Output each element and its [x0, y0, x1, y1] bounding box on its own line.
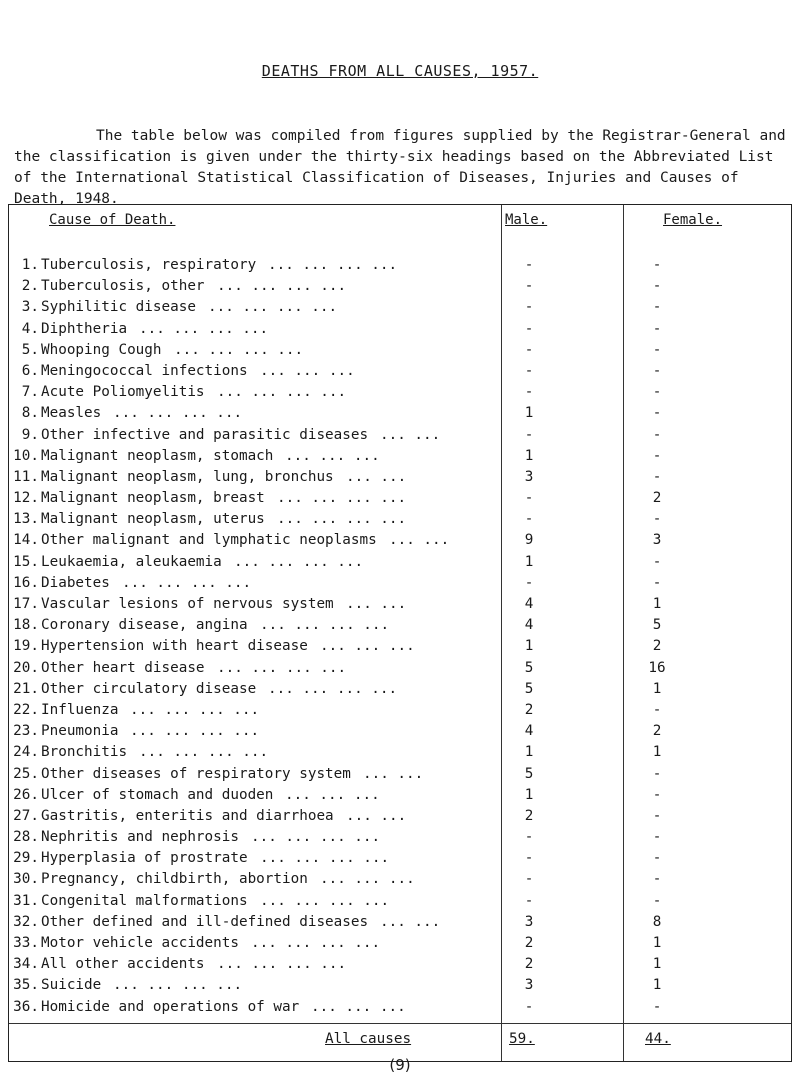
total-female: 44. — [645, 1031, 671, 1047]
leader-dots: ... ... ... ... — [130, 723, 260, 740]
cause-label: Hypertension with heart disease — [41, 638, 308, 655]
table-row — [9, 530, 791, 551]
male-count: - — [524, 341, 534, 358]
male-count: - — [524, 998, 534, 1015]
male-count: 1 — [524, 744, 534, 761]
row-number: 13. — [13, 511, 39, 528]
row-number: 17. — [13, 596, 39, 612]
cause-label: Influenza — [41, 701, 119, 718]
male-count: - — [524, 320, 534, 337]
table-row — [9, 764, 791, 785]
cause-label: Bronchitis — [41, 744, 128, 761]
male-count: - — [524, 511, 534, 528]
cause-label: Vascular lesions of nervous system — [41, 596, 334, 612]
cause-label: Nephritis and nephrosis — [41, 829, 239, 846]
leader-dots: ... ... ... — [320, 638, 415, 655]
table-row — [9, 573, 791, 594]
leader-dots: ... ... ... ... — [113, 405, 243, 422]
female-count: 1 — [652, 935, 662, 951]
row-number: 21. — [13, 680, 39, 697]
leader-dots: ... ... ... ... — [260, 617, 390, 634]
table-row — [9, 658, 791, 679]
cause-label: Diabetes — [41, 574, 110, 591]
male-count: 1 — [524, 786, 534, 803]
table-row — [9, 488, 791, 509]
cause-label: Malignant neoplasm, stomach — [41, 447, 274, 464]
cause-label: Syphilitic disease — [41, 299, 196, 316]
cause-label: Other defined and ill-defined diseases — [41, 913, 369, 930]
leader-dots: ... ... ... ... — [113, 977, 243, 994]
table-row — [9, 615, 791, 636]
female-count: 1 — [652, 680, 662, 697]
table-row — [9, 425, 791, 446]
male-count: 9 — [524, 532, 534, 549]
table-row — [9, 700, 791, 721]
row-number: 10. — [13, 447, 39, 464]
total-row — [9, 1027, 791, 1051]
table-row — [9, 594, 791, 615]
female-count: - — [652, 829, 662, 846]
leader-dots: ... ... ... ... — [251, 829, 381, 846]
leader-dots: ... ... ... ... — [208, 299, 338, 316]
cause-label: Congenital malformations — [41, 892, 248, 909]
table-row — [9, 255, 791, 276]
male-count: 1 — [524, 638, 534, 655]
causes-table — [8, 204, 792, 1062]
row-number: 35. — [13, 977, 39, 994]
leader-dots: ... ... ... ... — [174, 341, 304, 358]
female-count: - — [652, 447, 662, 464]
table-row — [9, 276, 791, 297]
cause-label: Malignant neoplasm, lung, bronchus — [41, 468, 334, 485]
male-count: - — [524, 850, 534, 867]
cause-label: Suicide — [41, 977, 102, 994]
female-count: - — [652, 850, 662, 867]
female-count: - — [652, 701, 662, 718]
leader-dots: ... ... ... ... — [122, 574, 252, 591]
male-count: 5 — [524, 659, 534, 676]
leader-dots: ... ... — [380, 426, 441, 443]
table-row — [9, 806, 791, 827]
row-number: 5. — [21, 341, 39, 358]
leader-dots: ... ... ... ... — [139, 744, 269, 761]
table-row — [9, 912, 791, 933]
table-row — [9, 552, 791, 573]
male-count: - — [524, 278, 534, 295]
table-row — [9, 848, 791, 869]
row-number: 31. — [13, 892, 39, 909]
leader-dots: ... ... ... ... — [234, 553, 364, 570]
row-number: 27. — [13, 807, 39, 824]
leader-dots: ... ... ... ... — [268, 257, 398, 273]
male-count: - — [524, 892, 534, 909]
male-count: - — [524, 362, 534, 379]
female-count: - — [652, 341, 662, 358]
cause-label: Measles — [41, 405, 102, 422]
male-count: 2 — [524, 701, 534, 718]
page-number: (9) — [389, 1056, 411, 1074]
row-number: 2. — [21, 278, 39, 295]
cause-label: Leukaemia, aleukaemia — [41, 553, 222, 570]
total-label: All causes — [325, 1031, 412, 1047]
table-row — [9, 340, 791, 361]
row-number: 16. — [13, 574, 39, 591]
table-row — [9, 742, 791, 763]
female-count: 8 — [652, 913, 662, 930]
cause-label: Acute Poliomyelitis — [41, 384, 205, 401]
table-row — [9, 361, 791, 382]
male-count: - — [524, 257, 534, 273]
leader-dots: ... ... ... ... — [217, 659, 347, 676]
female-count: 3 — [652, 532, 662, 549]
table-row — [9, 785, 791, 806]
cause-label: Pneumonia — [41, 723, 119, 740]
leader-dots: ... ... ... — [285, 447, 380, 464]
row-number: 1. — [21, 257, 39, 273]
leader-dots: ... ... ... ... — [217, 384, 347, 401]
row-number: 34. — [13, 956, 39, 973]
leader-dots: ... ... ... ... — [277, 490, 407, 507]
cause-label: Other infective and parasitic diseases — [41, 426, 369, 443]
male-count: - — [524, 574, 534, 591]
row-number: 30. — [13, 871, 39, 888]
female-count: - — [652, 892, 662, 909]
female-count: - — [652, 257, 662, 273]
female-count: 5 — [652, 617, 662, 634]
row-number: 9. — [21, 426, 39, 443]
table-row — [9, 933, 791, 954]
table-row — [9, 954, 791, 975]
female-count: 16 — [648, 659, 666, 676]
cause-label: Gastritis, enteritis and diarrhoea — [41, 807, 334, 824]
male-count: - — [524, 426, 534, 443]
leader-dots: ... ... ... ... — [130, 701, 260, 718]
table-row — [9, 721, 791, 742]
row-number: 7. — [21, 384, 39, 401]
male-count: 5 — [524, 680, 534, 697]
male-count: - — [524, 299, 534, 316]
total-male: 59. — [509, 1031, 535, 1047]
table-row — [9, 891, 791, 912]
male-count: 4 — [524, 596, 534, 612]
leader-dots: ... ... ... — [320, 871, 415, 888]
male-count: 1 — [524, 447, 534, 464]
female-count: - — [652, 998, 662, 1015]
cause-label: Coronary disease, angina — [41, 617, 248, 634]
leader-dots: ... ... ... ... — [260, 850, 390, 867]
female-count: - — [652, 405, 662, 422]
male-count: 1 — [524, 553, 534, 570]
table-row — [9, 509, 791, 530]
male-count: 4 — [524, 617, 534, 634]
male-count: 3 — [524, 913, 534, 930]
female-count: 1 — [652, 977, 662, 994]
male-count: 4 — [524, 723, 534, 740]
leader-dots: ... ... — [389, 532, 450, 549]
row-number: 22. — [13, 701, 39, 718]
leader-dots: ... ... — [346, 807, 407, 824]
row-number: 14. — [13, 532, 39, 549]
cause-label: All other accidents — [41, 956, 205, 973]
female-count: - — [652, 574, 662, 591]
table-row — [9, 319, 791, 340]
table-row — [9, 679, 791, 700]
cause-label: Tuberculosis, respiratory — [41, 257, 257, 273]
header-male: Male. — [505, 212, 548, 228]
leader-dots: ... ... ... ... — [251, 935, 381, 951]
female-count: - — [652, 468, 662, 485]
male-count: 2 — [524, 935, 534, 951]
row-number: 36. — [13, 998, 39, 1015]
leader-dots: ... ... — [363, 765, 424, 782]
leader-dots: ... ... ... — [260, 362, 355, 379]
leader-dots: ... ... ... — [285, 786, 380, 803]
row-number: 29. — [13, 850, 39, 867]
leader-dots: ... ... ... ... — [217, 956, 347, 973]
cause-label: Meningococcal infections — [41, 362, 248, 379]
row-number: 20. — [13, 659, 39, 676]
table-row — [9, 636, 791, 657]
cause-label: Other diseases of respiratory system — [41, 765, 351, 782]
female-count: - — [652, 871, 662, 888]
table-row — [9, 382, 791, 403]
row-number: 24. — [13, 744, 39, 761]
female-count: 1 — [652, 744, 662, 761]
table-row — [9, 467, 791, 488]
female-count: - — [652, 320, 662, 337]
table-body — [9, 255, 791, 1018]
cause-label: Other malignant and lymphatic neoplasms — [41, 532, 377, 549]
row-number: 28. — [13, 829, 39, 846]
row-number: 26. — [13, 786, 39, 803]
row-number: 23. — [13, 723, 39, 740]
header-female: Female. — [663, 212, 723, 228]
leader-dots: ... ... ... — [311, 998, 406, 1015]
table-row — [9, 827, 791, 848]
male-count: - — [524, 384, 534, 401]
female-count: - — [652, 511, 662, 528]
row-number: 11. — [13, 468, 39, 485]
cause-label: Motor vehicle accidents — [41, 935, 239, 951]
female-count: - — [652, 299, 662, 316]
table-row — [9, 975, 791, 996]
female-count: - — [652, 426, 662, 443]
cause-label: Homicide and operations of war — [41, 998, 300, 1015]
leader-dots: ... ... ... ... — [268, 680, 398, 697]
cause-label: Tuberculosis, other — [41, 278, 205, 295]
female-count: - — [652, 384, 662, 401]
cause-label: Diphtheria — [41, 320, 128, 337]
male-count: - — [524, 490, 534, 507]
male-count: 3 — [524, 468, 534, 485]
female-count: 1 — [652, 596, 662, 612]
female-count: 2 — [652, 638, 662, 655]
male-count: 2 — [524, 956, 534, 973]
female-count: 2 — [652, 723, 662, 740]
intro-paragraph — [14, 126, 794, 210]
cause-label: Pregnancy, childbirth, abortion — [41, 871, 308, 888]
leader-dots: ... ... ... ... — [217, 278, 347, 295]
row-number: 3. — [21, 299, 39, 316]
male-count: 2 — [524, 807, 534, 824]
table-row — [9, 997, 791, 1018]
leader-dots: ... ... ... ... — [277, 511, 407, 528]
leader-dots: ... ... ... ... — [260, 892, 390, 909]
leader-dots: ... ... — [380, 913, 441, 930]
page-title-text: DEATHS FROM ALL CAUSES, 1957. — [261, 62, 539, 80]
page-title — [0, 62, 800, 80]
female-count: - — [652, 362, 662, 379]
table-row — [9, 297, 791, 318]
row-number: 32. — [13, 913, 39, 930]
row-number: 4. — [21, 320, 39, 337]
header-cause: Cause of Death. — [49, 212, 176, 228]
row-number: 15. — [13, 553, 39, 570]
row-number: 12. — [13, 490, 39, 507]
female-count: - — [652, 278, 662, 295]
female-count: - — [652, 807, 662, 824]
cause-label: Malignant neoplasm, uterus — [41, 511, 265, 528]
row-number: 19. — [13, 638, 39, 655]
table-row — [9, 403, 791, 424]
intro-text: The table below was compiled from figures supplied by the Registrar-General and the classification is given under the thirty-six headings based on the Abbreviated List of the International Statistical Classification of Diseases, Injuries and Causes of Death, 1948. — [14, 128, 786, 207]
table-row — [9, 869, 791, 890]
total-divider — [9, 1023, 791, 1024]
row-number: 25. — [13, 765, 39, 782]
female-count: 1 — [652, 956, 662, 973]
cause-label: Other circulatory disease — [41, 680, 257, 697]
female-count: - — [652, 765, 662, 782]
male-count: 3 — [524, 977, 534, 994]
cause-label: Whooping Cough — [41, 341, 162, 358]
cause-label: Other heart disease — [41, 659, 205, 676]
row-number: 6. — [21, 362, 39, 379]
table-row — [9, 446, 791, 467]
row-number: 33. — [13, 935, 39, 951]
leader-dots: ... ... — [346, 596, 407, 612]
cause-label: Ulcer of stomach and duoden — [41, 786, 274, 803]
female-count: - — [652, 553, 662, 570]
leader-dots: ... ... — [346, 468, 407, 485]
leader-dots: ... ... ... ... — [139, 320, 269, 337]
cause-label: Hyperplasia of prostrate — [41, 850, 248, 867]
female-count: - — [652, 786, 662, 803]
cause-label: Malignant neoplasm, breast — [41, 490, 265, 507]
row-number: 18. — [13, 617, 39, 634]
male-count: 5 — [524, 765, 534, 782]
male-count: - — [524, 871, 534, 888]
male-count: - — [524, 829, 534, 846]
female-count: 2 — [652, 490, 662, 507]
row-number: 8. — [21, 405, 39, 422]
male-count: 1 — [524, 405, 534, 422]
